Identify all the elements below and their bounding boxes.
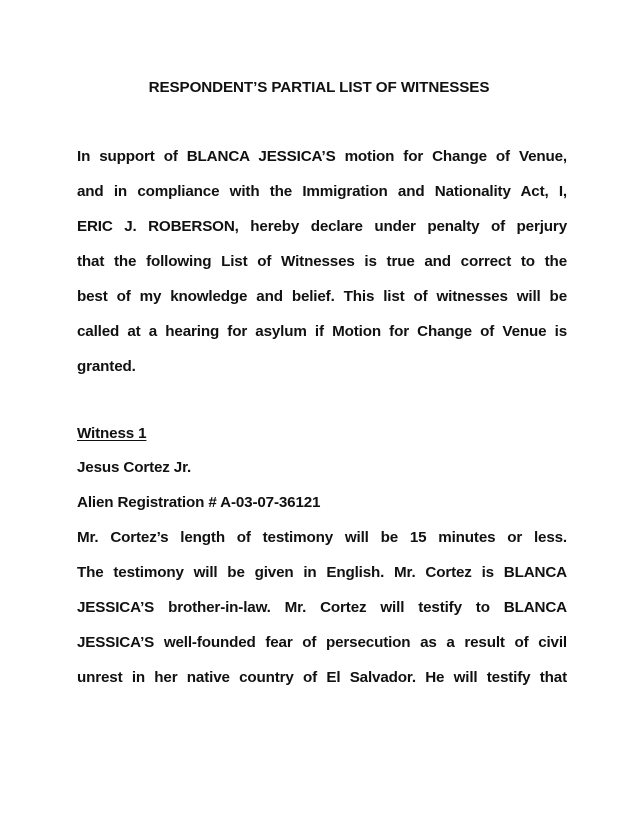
testimony-line-5: unrest in her native country of El Salvador. He will testify that — [77, 669, 567, 686]
witness-name: Jesus Cortez Jr. — [77, 459, 192, 476]
intro-line-3: ERIC J. ROBERSON, hereby declare under penalty of perjury — [77, 218, 567, 235]
intro-line-6: called at a hearing for asylum if Motion for Change of Venue is — [77, 323, 567, 340]
intro-line-2: and in compliance with the Immigration and Nationality Act, I, — [77, 183, 567, 200]
witness-registration: Alien Registration # A-03-07-36121 — [77, 494, 321, 511]
testimony-line-2: The testimony will be given in English. Mr. Cortez is BLANCA — [77, 564, 567, 581]
testimony-line-4: JESSICA’S well-founded fear of persecution as a result of civil — [77, 634, 567, 651]
intro-line-7: granted. — [77, 358, 136, 375]
document-title: RESPONDENT’S PARTIAL LIST OF WITNESSES — [148, 79, 490, 96]
intro-line-1: In support of BLANCA JESSICA’S motion for Change of Venue, — [77, 148, 567, 165]
intro-line-4: that the following List of Witnesses is true and correct to the — [77, 253, 567, 270]
testimony-line-1: Mr. Cortez’s length of testimony will be 15 minutes or less. — [77, 529, 567, 546]
intro-line-5: best of my knowledge and belief. This list of witnesses will be — [77, 288, 567, 305]
witness-heading: Witness 1 — [77, 425, 147, 442]
testimony-line-3: JESSICA’S brother-in-law. Mr. Cortez will testify to BLANCA — [77, 599, 567, 616]
